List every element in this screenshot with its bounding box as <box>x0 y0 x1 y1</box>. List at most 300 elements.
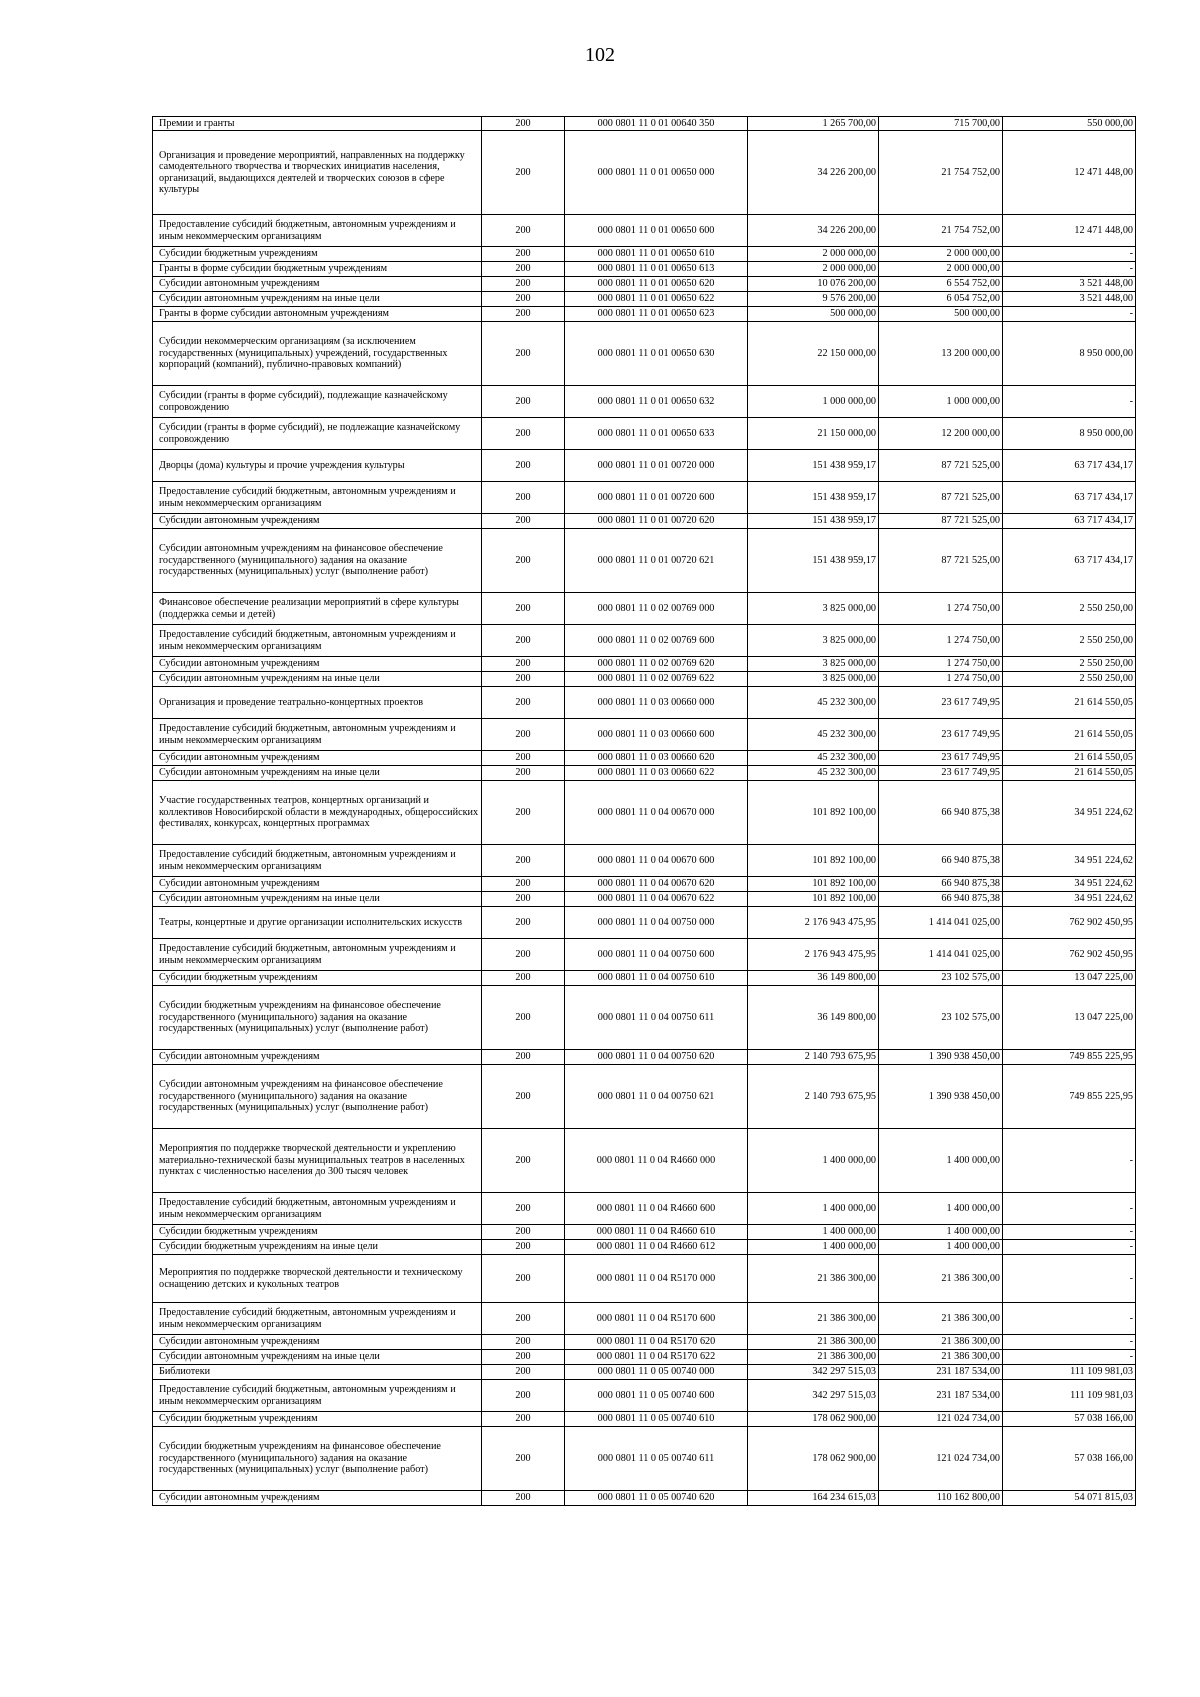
table-row <box>153 292 1136 307</box>
row-code: 200 <box>482 1335 565 1350</box>
row-amount-third: - <box>1003 1240 1136 1255</box>
row-amount-second: 1 400 000,00 <box>879 1225 1003 1240</box>
row-amount-second: 21 386 300,00 <box>879 1303 1003 1335</box>
row-amount-second: 121 024 734,00 <box>879 1427 1003 1491</box>
row-amount-third: 57 038 166,00 <box>1003 1412 1136 1427</box>
row-amount-second: 6 054 752,00 <box>879 292 1003 307</box>
table-row <box>153 1129 1136 1193</box>
row-amount-total: 10 076 200,00 <box>748 277 879 292</box>
row-code: 200 <box>482 1129 565 1193</box>
row-amount-total: 342 297 515,03 <box>748 1365 879 1380</box>
row-name: Субсидии некоммерческим организациям (за исключением государственных (муниципальных) учреждений, государственных корпораций (компаний), публично-правовых компаний) <box>153 322 482 386</box>
row-kbk: 000 0801 11 0 02 00769 620 <box>565 657 748 672</box>
row-name: Субсидии автономным учреждениям на иные цели <box>153 1350 482 1365</box>
row-kbk: 000 0801 11 0 05 00740 610 <box>565 1412 748 1427</box>
row-name: Мероприятия по поддержке творческой деятельности и техническому оснащению детских и кукольных театров <box>153 1255 482 1303</box>
row-amount-second: 21 754 752,00 <box>879 131 1003 215</box>
table-row <box>153 672 1136 687</box>
row-kbk: 000 0801 11 0 04 R4660 000 <box>565 1129 748 1193</box>
row-amount-third: 34 951 224,62 <box>1003 781 1136 845</box>
row-amount-second: 23 617 749,95 <box>879 719 1003 751</box>
row-code: 200 <box>482 1255 565 1303</box>
table-row <box>153 1427 1136 1491</box>
row-amount-third: 8 950 000,00 <box>1003 322 1136 386</box>
table-row <box>153 277 1136 292</box>
row-amount-total: 151 438 959,17 <box>748 514 879 529</box>
table-row <box>153 593 1136 625</box>
row-name: Театры, концертные и другие организации исполнительских искусств <box>153 907 482 939</box>
row-kbk: 000 0801 11 0 05 00740 000 <box>565 1365 748 1380</box>
row-code: 200 <box>482 131 565 215</box>
row-code: 200 <box>482 450 565 482</box>
row-code: 200 <box>482 514 565 529</box>
row-name: Премии и гранты <box>153 117 482 131</box>
row-code: 200 <box>482 307 565 322</box>
row-kbk: 000 0801 11 0 01 00640 350 <box>565 117 748 131</box>
row-amount-total: 45 232 300,00 <box>748 766 879 781</box>
row-code: 200 <box>482 907 565 939</box>
row-code: 200 <box>482 781 565 845</box>
row-amount-second: 500 000,00 <box>879 307 1003 322</box>
row-amount-second: 1 274 750,00 <box>879 593 1003 625</box>
row-kbk: 000 0801 11 0 04 00750 621 <box>565 1065 748 1129</box>
table-row <box>153 1050 1136 1065</box>
row-amount-total: 2 140 793 675,95 <box>748 1050 879 1065</box>
row-name: Участие государственных театров, концертных организаций и коллективов Новосибирской области в международных, общероссийских фестивалях, конкурсах, концертных программах <box>153 781 482 845</box>
row-code: 200 <box>482 971 565 986</box>
row-amount-total: 101 892 100,00 <box>748 781 879 845</box>
row-amount-third: - <box>1003 1255 1136 1303</box>
row-name: Субсидии автономным учреждениям <box>153 1050 482 1065</box>
row-name: Субсидии автономным учреждениям <box>153 277 482 292</box>
row-code: 200 <box>482 1427 565 1491</box>
row-kbk: 000 0801 11 0 01 00650 000 <box>565 131 748 215</box>
row-amount-total: 178 062 900,00 <box>748 1412 879 1427</box>
row-name: Предоставление субсидий бюджетным, автономным учреждениям и иным некоммерческим организациям <box>153 215 482 247</box>
row-amount-total: 151 438 959,17 <box>748 529 879 593</box>
row-amount-third: 2 550 250,00 <box>1003 657 1136 672</box>
row-amount-second: 13 200 000,00 <box>879 322 1003 386</box>
row-amount-total: 1 000 000,00 <box>748 386 879 418</box>
row-code: 200 <box>482 1193 565 1225</box>
row-amount-third: 2 550 250,00 <box>1003 625 1136 657</box>
row-kbk: 000 0801 11 0 01 00650 622 <box>565 292 748 307</box>
row-amount-second: 6 554 752,00 <box>879 277 1003 292</box>
table-row <box>153 1491 1136 1506</box>
row-amount-third: 2 550 250,00 <box>1003 672 1136 687</box>
table-row <box>153 1065 1136 1129</box>
row-amount-third: - <box>1003 247 1136 262</box>
row-name: Предоставление субсидий бюджетным, автономным учреждениям и иным некоммерческим организациям <box>153 1380 482 1412</box>
table-row <box>153 450 1136 482</box>
row-amount-third: 21 614 550,05 <box>1003 766 1136 781</box>
row-amount-third: 34 951 224,62 <box>1003 877 1136 892</box>
row-name: Субсидии бюджетным учреждениям <box>153 247 482 262</box>
table-row <box>153 657 1136 672</box>
row-amount-third: 63 717 434,17 <box>1003 529 1136 593</box>
row-code: 200 <box>482 986 565 1050</box>
table-row <box>153 307 1136 322</box>
row-name: Субсидии автономным учреждениям на финансовое обеспечение государственного (муниципального) задания на оказание государственных (муниципальных) услуг (выполнение работ) <box>153 1065 482 1129</box>
row-amount-third: 13 047 225,00 <box>1003 986 1136 1050</box>
row-amount-third: 21 614 550,05 <box>1003 687 1136 719</box>
budget-table <box>152 116 1136 1506</box>
row-amount-third: 21 614 550,05 <box>1003 719 1136 751</box>
row-amount-total: 1 265 700,00 <box>748 117 879 131</box>
row-code: 200 <box>482 593 565 625</box>
row-name: Субсидии (гранты в форме субсидий), подлежащие казначейскому сопровождению <box>153 386 482 418</box>
row-name: Мероприятия по поддержке творческой деятельности и укреплению материально-технической базы муниципальных театров в населенных пунктах с численностью населения до 300 тысяч человек <box>153 1129 482 1193</box>
row-code: 200 <box>482 877 565 892</box>
table-row <box>153 939 1136 971</box>
row-amount-total: 342 297 515,03 <box>748 1380 879 1412</box>
row-kbk: 000 0801 11 0 05 00740 600 <box>565 1380 748 1412</box>
row-amount-total: 3 825 000,00 <box>748 625 879 657</box>
row-amount-second: 66 940 875,38 <box>879 892 1003 907</box>
row-code: 200 <box>482 939 565 971</box>
table-row <box>153 877 1136 892</box>
row-amount-third: 749 855 225,95 <box>1003 1065 1136 1129</box>
row-name: Финансовое обеспечение реализации мероприятий в сфере культуры (поддержка семьи и детей) <box>153 593 482 625</box>
table-row <box>153 247 1136 262</box>
row-amount-third: - <box>1003 262 1136 277</box>
row-code: 200 <box>482 625 565 657</box>
row-amount-third: 57 038 166,00 <box>1003 1427 1136 1491</box>
row-amount-second: 87 721 525,00 <box>879 450 1003 482</box>
table-row <box>153 892 1136 907</box>
row-amount-second: 23 617 749,95 <box>879 751 1003 766</box>
row-amount-total: 45 232 300,00 <box>748 719 879 751</box>
row-code: 200 <box>482 751 565 766</box>
row-code: 200 <box>482 1350 565 1365</box>
row-code: 200 <box>482 215 565 247</box>
row-amount-total: 36 149 800,00 <box>748 971 879 986</box>
row-code: 200 <box>482 529 565 593</box>
row-kbk: 000 0801 11 0 04 R5170 622 <box>565 1350 748 1365</box>
row-name: Субсидии бюджетным учреждениям <box>153 971 482 986</box>
table-row <box>153 262 1136 277</box>
row-amount-third: 550 000,00 <box>1003 117 1136 131</box>
table-row <box>153 1350 1136 1365</box>
row-name: Субсидии бюджетным учреждениям на финансовое обеспечение государственного (муниципального) задания на оказание государственных (муниципальных) услуг (выполнение работ) <box>153 1427 482 1491</box>
row-amount-total: 500 000,00 <box>748 307 879 322</box>
row-amount-third: 2 550 250,00 <box>1003 593 1136 625</box>
row-amount-total: 101 892 100,00 <box>748 845 879 877</box>
row-kbk: 000 0801 11 0 04 R5170 000 <box>565 1255 748 1303</box>
row-code: 200 <box>482 672 565 687</box>
row-kbk: 000 0801 11 0 01 00720 600 <box>565 482 748 514</box>
row-name: Гранты в форме субсидии автономным учреждениям <box>153 307 482 322</box>
row-kbk: 000 0801 11 0 04 00670 600 <box>565 845 748 877</box>
row-kbk: 000 0801 11 0 04 00750 611 <box>565 986 748 1050</box>
row-amount-third: 21 614 550,05 <box>1003 751 1136 766</box>
row-code: 200 <box>482 1412 565 1427</box>
row-name: Субсидии автономным учреждениям <box>153 1335 482 1350</box>
table-row <box>153 845 1136 877</box>
row-amount-total: 1 400 000,00 <box>748 1129 879 1193</box>
table-row <box>153 1303 1136 1335</box>
row-name: Предоставление субсидий бюджетным, автономным учреждениям и иным некоммерческим организациям <box>153 845 482 877</box>
row-kbk: 000 0801 11 0 04 00750 000 <box>565 907 748 939</box>
row-amount-third: 749 855 225,95 <box>1003 1050 1136 1065</box>
row-amount-second: 1 274 750,00 <box>879 625 1003 657</box>
row-amount-third: 34 951 224,62 <box>1003 892 1136 907</box>
table-row <box>153 1335 1136 1350</box>
row-kbk: 000 0801 11 0 04 00670 620 <box>565 877 748 892</box>
row-code: 200 <box>482 766 565 781</box>
row-amount-total: 21 386 300,00 <box>748 1350 879 1365</box>
row-amount-second: 1 400 000,00 <box>879 1193 1003 1225</box>
row-amount-third: - <box>1003 1350 1136 1365</box>
row-amount-third: 3 521 448,00 <box>1003 292 1136 307</box>
row-amount-second: 1 400 000,00 <box>879 1240 1003 1255</box>
row-kbk: 000 0801 11 0 01 00720 000 <box>565 450 748 482</box>
row-code: 200 <box>482 247 565 262</box>
row-kbk: 000 0801 11 0 03 00660 622 <box>565 766 748 781</box>
table-row <box>153 1240 1136 1255</box>
row-amount-total: 21 150 000,00 <box>748 418 879 450</box>
row-amount-second: 66 940 875,38 <box>879 845 1003 877</box>
row-name: Субсидии автономным учреждениям <box>153 877 482 892</box>
row-code: 200 <box>482 292 565 307</box>
row-code: 200 <box>482 1225 565 1240</box>
table-row <box>153 322 1136 386</box>
row-name: Организация и проведение театрально-концертных проектов <box>153 687 482 719</box>
row-amount-second: 1 274 750,00 <box>879 657 1003 672</box>
row-name: Субсидии автономным учреждениям на иные цели <box>153 892 482 907</box>
row-name: Субсидии автономным учреждениям <box>153 514 482 529</box>
table-row <box>153 625 1136 657</box>
row-kbk: 000 0801 11 0 05 00740 620 <box>565 1491 748 1506</box>
row-amount-third: - <box>1003 386 1136 418</box>
row-code: 200 <box>482 386 565 418</box>
row-amount-total: 3 825 000,00 <box>748 657 879 672</box>
row-amount-third: 13 047 225,00 <box>1003 971 1136 986</box>
row-amount-total: 178 062 900,00 <box>748 1427 879 1491</box>
row-amount-third: - <box>1003 1129 1136 1193</box>
row-kbk: 000 0801 11 0 04 00670 000 <box>565 781 748 845</box>
row-amount-second: 1 414 041 025,00 <box>879 939 1003 971</box>
table-row <box>153 766 1136 781</box>
row-amount-second: 21 386 300,00 <box>879 1255 1003 1303</box>
row-amount-total: 21 386 300,00 <box>748 1303 879 1335</box>
table-row <box>153 386 1136 418</box>
budget-table-body <box>153 117 1136 1506</box>
row-amount-total: 36 149 800,00 <box>748 986 879 1050</box>
row-code: 200 <box>482 418 565 450</box>
row-amount-total: 2 000 000,00 <box>748 262 879 277</box>
row-amount-third: 8 950 000,00 <box>1003 418 1136 450</box>
row-amount-second: 1 390 938 450,00 <box>879 1065 1003 1129</box>
table-row <box>153 986 1136 1050</box>
row-amount-total: 151 438 959,17 <box>748 482 879 514</box>
row-amount-total: 1 400 000,00 <box>748 1193 879 1225</box>
row-amount-total: 101 892 100,00 <box>748 892 879 907</box>
row-amount-third: - <box>1003 1303 1136 1335</box>
row-amount-third: 12 471 448,00 <box>1003 215 1136 247</box>
table-row <box>153 1225 1136 1240</box>
row-kbk: 000 0801 11 0 01 00650 632 <box>565 386 748 418</box>
row-kbk: 000 0801 11 0 01 00650 613 <box>565 262 748 277</box>
row-code: 200 <box>482 322 565 386</box>
table-row <box>153 1365 1136 1380</box>
row-amount-total: 9 576 200,00 <box>748 292 879 307</box>
row-amount-second: 87 721 525,00 <box>879 529 1003 593</box>
row-name: Субсидии бюджетным учреждениям <box>153 1225 482 1240</box>
row-amount-second: 2 000 000,00 <box>879 262 1003 277</box>
row-amount-third: 63 717 434,17 <box>1003 450 1136 482</box>
row-kbk: 000 0801 11 0 01 00650 623 <box>565 307 748 322</box>
row-amount-second: 23 102 575,00 <box>879 971 1003 986</box>
row-code: 200 <box>482 1303 565 1335</box>
table-row <box>153 971 1136 986</box>
table-row <box>153 781 1136 845</box>
row-kbk: 000 0801 11 0 02 00769 000 <box>565 593 748 625</box>
row-kbk: 000 0801 11 0 04 R4660 612 <box>565 1240 748 1255</box>
row-name: Субсидии бюджетным учреждениям на финансовое обеспечение государственного (муниципального) задания на оказание государственных (муниципальных) услуг (выполнение работ) <box>153 986 482 1050</box>
row-amount-second: 21 386 300,00 <box>879 1335 1003 1350</box>
row-amount-third: 111 109 981,03 <box>1003 1380 1136 1412</box>
row-amount-total: 45 232 300,00 <box>748 687 879 719</box>
row-amount-third: - <box>1003 1193 1136 1225</box>
row-amount-total: 2 140 793 675,95 <box>748 1065 879 1129</box>
row-amount-second: 2 000 000,00 <box>879 247 1003 262</box>
row-code: 200 <box>482 687 565 719</box>
row-amount-second: 87 721 525,00 <box>879 482 1003 514</box>
table-row <box>153 482 1136 514</box>
row-name: Субсидии бюджетным учреждениям на иные цели <box>153 1240 482 1255</box>
table-row <box>153 131 1136 215</box>
row-amount-total: 2 000 000,00 <box>748 247 879 262</box>
row-amount-total: 2 176 943 475,95 <box>748 907 879 939</box>
row-amount-total: 22 150 000,00 <box>748 322 879 386</box>
row-amount-third: - <box>1003 307 1136 322</box>
row-amount-total: 3 825 000,00 <box>748 672 879 687</box>
row-code: 200 <box>482 719 565 751</box>
row-amount-second: 66 940 875,38 <box>879 781 1003 845</box>
table-row <box>153 1193 1136 1225</box>
row-code: 200 <box>482 117 565 131</box>
row-amount-third: 54 071 815,03 <box>1003 1491 1136 1506</box>
row-name: Предоставление субсидий бюджетным, автономным учреждениям и иным некоммерческим организациям <box>153 1193 482 1225</box>
table-row <box>153 215 1136 247</box>
row-name: Дворцы (дома) культуры и прочие учреждения культуры <box>153 450 482 482</box>
row-amount-second: 1 274 750,00 <box>879 672 1003 687</box>
row-name: Субсидии автономным учреждениям <box>153 657 482 672</box>
row-kbk: 000 0801 11 0 04 00750 610 <box>565 971 748 986</box>
row-amount-second: 23 102 575,00 <box>879 986 1003 1050</box>
row-name: Предоставление субсидий бюджетным, автономным учреждениям и иным некоммерческим организациям <box>153 939 482 971</box>
row-amount-second: 1 400 000,00 <box>879 1129 1003 1193</box>
row-amount-total: 3 825 000,00 <box>748 593 879 625</box>
row-amount-third: 3 521 448,00 <box>1003 277 1136 292</box>
row-name: Субсидии автономным учреждениям на финансовое обеспечение государственного (муниципального) задания на оказание государственных (муниципальных) услуг (выполнение работ) <box>153 529 482 593</box>
row-kbk: 000 0801 11 0 05 00740 611 <box>565 1427 748 1491</box>
row-amount-second: 110 162 800,00 <box>879 1491 1003 1506</box>
row-name: Субсидии (гранты в форме субсидий), не подлежащие казначейскому сопровождению <box>153 418 482 450</box>
row-amount-total: 21 386 300,00 <box>748 1255 879 1303</box>
row-kbk: 000 0801 11 0 04 R4660 610 <box>565 1225 748 1240</box>
row-amount-second: 21 754 752,00 <box>879 215 1003 247</box>
row-kbk: 000 0801 11 0 04 R5170 620 <box>565 1335 748 1350</box>
row-amount-third: - <box>1003 1335 1136 1350</box>
row-kbk: 000 0801 11 0 04 00750 620 <box>565 1050 748 1065</box>
row-amount-total: 2 176 943 475,95 <box>748 939 879 971</box>
row-kbk: 000 0801 11 0 01 00650 610 <box>565 247 748 262</box>
row-name: Предоставление субсидий бюджетным, автономным учреждениям и иным некоммерческим организациям <box>153 482 482 514</box>
row-name: Субсидии автономным учреждениям <box>153 1491 482 1506</box>
row-code: 200 <box>482 1050 565 1065</box>
row-name: Организация и проведение мероприятий, направленных на поддержку самодеятельного творчества и творческих инициатив населения, организаций, выдающихся деятелей и творческих союзов в сфере культуры <box>153 131 482 215</box>
row-kbk: 000 0801 11 0 01 00720 620 <box>565 514 748 529</box>
row-kbk: 000 0801 11 0 01 00650 630 <box>565 322 748 386</box>
table-row <box>153 1412 1136 1427</box>
row-code: 200 <box>482 1491 565 1506</box>
row-kbk: 000 0801 11 0 03 00660 620 <box>565 751 748 766</box>
row-amount-second: 1 390 938 450,00 <box>879 1050 1003 1065</box>
table-row <box>153 514 1136 529</box>
row-name: Субсидии бюджетным учреждениям <box>153 1412 482 1427</box>
row-kbk: 000 0801 11 0 04 R5170 600 <box>565 1303 748 1335</box>
row-code: 200 <box>482 1365 565 1380</box>
row-kbk: 000 0801 11 0 01 00650 620 <box>565 277 748 292</box>
row-kbk: 000 0801 11 0 01 00650 633 <box>565 418 748 450</box>
row-kbk: 000 0801 11 0 04 00670 622 <box>565 892 748 907</box>
row-amount-third: 63 717 434,17 <box>1003 514 1136 529</box>
row-code: 200 <box>482 657 565 672</box>
row-name: Гранты в форме субсидии бюджетным учреждениям <box>153 262 482 277</box>
row-kbk: 000 0801 11 0 04 R4660 600 <box>565 1193 748 1225</box>
row-amount-total: 21 386 300,00 <box>748 1335 879 1350</box>
row-amount-second: 87 721 525,00 <box>879 514 1003 529</box>
page-number: 102 <box>585 44 615 66</box>
row-kbk: 000 0801 11 0 02 00769 600 <box>565 625 748 657</box>
row-kbk: 000 0801 11 0 02 00769 622 <box>565 672 748 687</box>
row-kbk: 000 0801 11 0 03 00660 600 <box>565 719 748 751</box>
row-amount-second: 121 024 734,00 <box>879 1412 1003 1427</box>
row-amount-third: 111 109 981,03 <box>1003 1365 1136 1380</box>
table-row <box>153 751 1136 766</box>
row-name: Субсидии автономным учреждениям на иные цели <box>153 672 482 687</box>
row-amount-total: 45 232 300,00 <box>748 751 879 766</box>
row-amount-total: 1 400 000,00 <box>748 1240 879 1255</box>
row-amount-total: 151 438 959,17 <box>748 450 879 482</box>
row-amount-total: 34 226 200,00 <box>748 131 879 215</box>
row-code: 200 <box>482 1380 565 1412</box>
table-row <box>153 529 1136 593</box>
row-name: Предоставление субсидий бюджетным, автономным учреждениям и иным некоммерческим организациям <box>153 719 482 751</box>
row-amount-second: 23 617 749,95 <box>879 687 1003 719</box>
table-row <box>153 418 1136 450</box>
table-row <box>153 907 1136 939</box>
row-name: Субсидии автономным учреждениям на иные цели <box>153 766 482 781</box>
row-amount-second: 1 414 041 025,00 <box>879 907 1003 939</box>
row-code: 200 <box>482 1240 565 1255</box>
row-name: Предоставление субсидий бюджетным, автономным учреждениям и иным некоммерческим организациям <box>153 1303 482 1335</box>
row-amount-third: - <box>1003 1225 1136 1240</box>
row-code: 200 <box>482 892 565 907</box>
row-amount-total: 101 892 100,00 <box>748 877 879 892</box>
row-name: Библиотеки <box>153 1365 482 1380</box>
row-amount-second: 12 200 000,00 <box>879 418 1003 450</box>
table-row <box>153 1380 1136 1412</box>
table-row <box>153 719 1136 751</box>
row-code: 200 <box>482 1065 565 1129</box>
row-amount-third: 63 717 434,17 <box>1003 482 1136 514</box>
row-amount-second: 715 700,00 <box>879 117 1003 131</box>
row-amount-total: 164 234 615,03 <box>748 1491 879 1506</box>
row-name: Субсидии автономным учреждениям на иные цели <box>153 292 482 307</box>
